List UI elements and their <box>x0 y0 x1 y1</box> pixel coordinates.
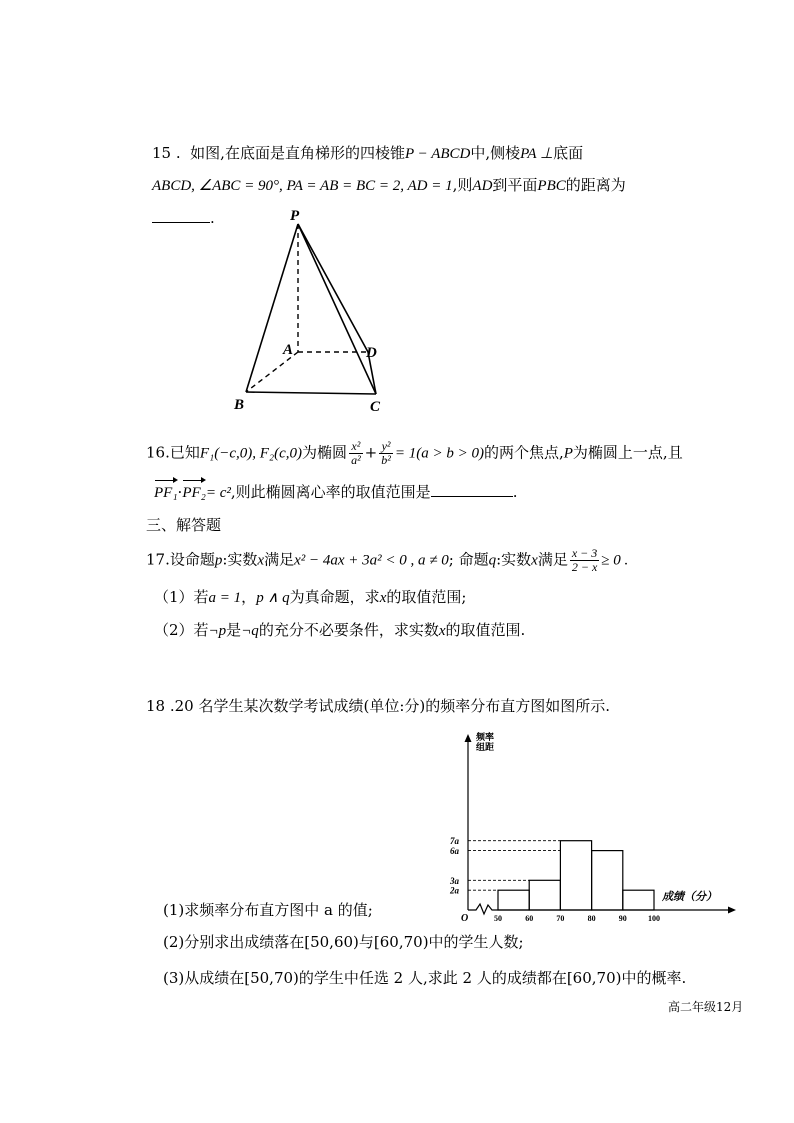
q15-line1: 15 . 如图,在底面是直角梯形的四棱锥P − ABCD中,侧棱PA ⊥底面 <box>152 144 584 162</box>
edge-PB <box>246 224 298 392</box>
histogram-bar <box>498 890 529 910</box>
q17-sub1: （1）若a = 1，p ∧ q为真命题，求x的取值范围; <box>154 588 467 606</box>
x-tick-label: 80 <box>587 914 596 923</box>
y-label-bottom: 组距 <box>476 742 495 752</box>
section-heading: 三、解答题 <box>146 516 222 534</box>
x-tick-label: 100 <box>648 914 660 923</box>
edge-BC <box>246 392 376 394</box>
q18-sub3: (3)从成绩在[50,70)的学生中任选 2 人,求此 2 人的成绩都在[60,70)中的概率. <box>163 969 687 987</box>
q18-sub1: (1)求频率分布直方图中 a 的值; <box>163 901 373 919</box>
x-tick-label: 60 <box>525 914 534 923</box>
x-axis <box>468 904 728 914</box>
histogram-bar <box>623 890 654 910</box>
label-D: D <box>366 345 377 361</box>
histogram-chart <box>446 728 746 923</box>
label-C: C <box>370 399 381 414</box>
x-tick-label: 90 <box>618 914 627 923</box>
x-tick-label: 70 <box>556 914 565 923</box>
q17-sub2: （2）若¬p是¬q的充分不必要条件，求实数x的取值范围. <box>154 621 526 639</box>
pyramid-diagram <box>228 204 398 414</box>
q15-line2: ABCD, ∠ABC = 90°, PA = AB = BC = 2, AD = 1,则AD到平面PBC的距离为 <box>152 176 626 194</box>
x-tick-label: 50 <box>494 914 502 923</box>
histogram-bar <box>529 880 560 910</box>
y-tick-label: 7a <box>450 836 459 847</box>
q16-line1: 16.已知F₁(−c,0), F₂(c,0)为椭圆 $\frac{\text{x²}}{\text{a²}}$ + $\frac{\text{y²}}{\text{b²}}$ = 1(a > b > 0)的两个焦点,P为椭圆上一点,且 <box>146 439 683 467</box>
q18-sub2: (2)分别求出成绩落在[50,60)与[60,70)中的学生人数; <box>163 933 524 951</box>
x-axis-arrow <box>728 907 736 914</box>
q17-stem: 17.设命题p:实数x满足x² − 4ax + 3a² < 0 , a ≠ 0; 命题q:实数x满足 $\frac{x - 3}{2 - x}$ ≥ 0 . <box>146 546 629 574</box>
histogram-bar <box>560 841 591 910</box>
origin-label: O <box>461 913 469 923</box>
label-A: A <box>283 342 294 358</box>
histogram-bar <box>592 851 623 910</box>
y-tick-label: 6a <box>450 846 459 857</box>
edge-AB <box>246 352 298 392</box>
q16-line2: PF₁·PF₂= c²,则此椭圆离心率的取值范围是 . <box>154 483 518 501</box>
q18-intro: 18 .20 名学生某次数学考试成绩(单位:分)的频率分布直方图如图所示. <box>146 697 611 715</box>
q15-answer-blank: . <box>152 208 215 228</box>
y-tick-label: 3a <box>450 875 459 886</box>
edge-PD <box>298 224 368 352</box>
footer-label: 高二年级12月 <box>668 1000 744 1014</box>
y-label-top: 频率 <box>476 732 495 742</box>
y-tick-label: 2a <box>450 885 459 896</box>
label-P: P <box>290 208 300 224</box>
edge-PC <box>298 224 376 394</box>
y-axis-arrow <box>465 734 472 742</box>
label-B: B <box>234 397 245 413</box>
x-axis-label: 成绩（分） <box>662 891 717 903</box>
